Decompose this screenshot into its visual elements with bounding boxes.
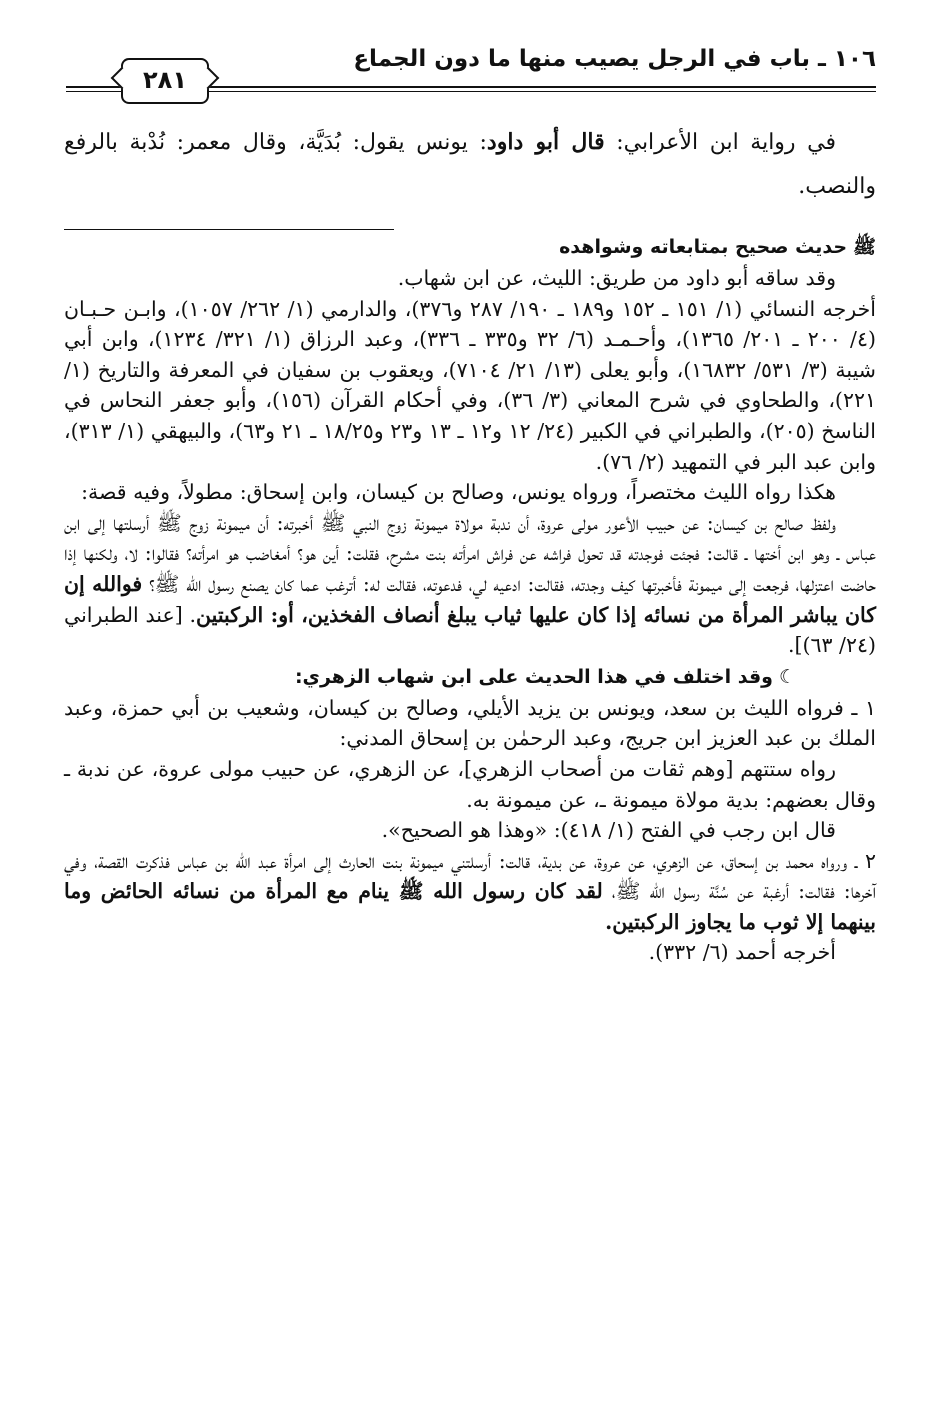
heading-text: وقد اختلف في هذا الحديث على ابن شهاب الزهري: bbox=[294, 665, 773, 688]
footnote-rule bbox=[64, 229, 394, 230]
heading-text: حديث صحيح بمتابعاته وشواهده bbox=[559, 236, 848, 258]
main-text bbox=[64, 120, 876, 968]
intro-text-1: في رواية ابن الأعرابي: bbox=[604, 130, 836, 155]
separator bbox=[64, 209, 876, 231]
section-marker-icon: ☾ bbox=[778, 665, 796, 688]
chapter-title: ١٠٦ ـ باب في الرجل يصيب منها ما دون الجماع bbox=[353, 46, 876, 72]
section-heading-disagreement bbox=[64, 661, 876, 693]
paragraph-text-tail: . [عند الطبراني (٢٤/ ٦٣)]. bbox=[64, 602, 876, 658]
list-item-text: ٢ ـ ورواه محمد بن إسحاق، عن الزهري، عن عروة، عن بدية، قالت: أرسلتني ميمونة بنت الحارث إلى امرأة عبد الله بن عباس فذكرت القصة، وفي آخرها: فقالت: أرغبة عن سُنَّة رسول الله ﷺ، bbox=[64, 848, 876, 904]
paragraph bbox=[64, 508, 876, 661]
list-item bbox=[64, 846, 876, 938]
paragraph: أخرجه أحمد (٦/ ٣٣٢). bbox=[648, 940, 836, 965]
paragraph: أخرجه النسائي (١/ ١٥١ ـ ١٥٢ و١٨٩ ـ ١٩٠/ ٢٨٧ و٣٧٦)، والدارمي (١/ ٢٦٢/ ١٠٥٧)، وابـن حـبـان (٤/ ٢٠٠ ـ ٢٠١/ ١٣٦٥)، وأحـمـد (٦/ ٣٢ و٣٣٥ ـ ٣٣٦)، وعبد الرزاق (١/ ٣٢١/ ١٢٣٤)، وابن أبي شيبة (٣/ ٥٣١/ ١٦٨٣٢)، وأبو يعلى (١٣/ ٢١/ ٧١٠٤)، ويعقوب بن سفيان في المعرفة والتاريخ (١/ ٢٢١)، والطحاوي في شرح المعاني (٣/ ٣٦)، وفي أحكام القرآن (١٥٦)، وأبو جعفر النحاس في الناسخ (٢٠٥)، والطبراني في الكبير (٢٤/ ١٢ و١٢ ـ ١٣ و٢٣ و١٨/٢٥ ـ ٢١ و٦٣)، والبيهقي (١/ ٣١٣)، وابن عبد البر في التمهيد (٢/ ٧٦). bbox=[64, 296, 876, 474]
intro-text-2: : يونس يقول: بُدَيَّة، وقال معمر: نُدْبة بالرفع والنصب. bbox=[64, 130, 876, 199]
section-marker-icon: ﷺ bbox=[853, 236, 876, 258]
paragraph: رواه ستتهم [وهم ثقات من أصحاب الزهري]، عن الزهري، عن حبيب مولى عروة، عن ندبة ـ وقال بعضهم: بدية مولاة ميمونة ـ، عن ميمونة به. bbox=[64, 756, 876, 812]
paragraph: وقد ساقه أبو داود من طريق: الليث، عن ابن شهاب. bbox=[397, 266, 836, 290]
paragraph-text: ولفظ صالح بن كيسان: عن حبيب الأعور مولى عروة، أن ندبة مولاة ميمونة زوج النبي ﷺ أخبرته: أن ميمونة زوج ﷺ أرسلتها إلى ابن عباس ـ وهو ابن أختها ـ قالت: فجئت فوجدته قد تحول فراشه عن فراش امرأته بنت مشرح، فقلت: أين هو؟ أمغاضب هو امرأته؟ فقالوا: لا، ولكنها إذا حاضت اعتزلها، فرجعت إلى ميمونة فأخبرتها كيف وجدته، فقالت: ادعيه لي، فدعوته، فقالت له: أترغب عما كان يصنع رسول الله ﷺ؟ bbox=[64, 510, 877, 596]
section-heading-authenticity bbox=[64, 231, 876, 263]
page-number: ٢٨١ bbox=[121, 58, 209, 104]
paragraph: هكذا رواه الليث مختصراً، ورواه يونس، وصالح بن كيسان، وابن إسحاق: مطولاً، وفيه قصة: bbox=[81, 480, 836, 505]
quote-paragraph: قال ابن رجب في الفتح (١/ ٤١٨): «وهذا هو الصحيح». bbox=[381, 818, 836, 843]
paragraph-bold-text: فوالله إن كان يباشر المرأة من نسائه إذا كان عليها ثياب يبلغ أنصاف الفخذين، أو: الركبتين bbox=[64, 571, 877, 627]
running-header bbox=[66, 38, 876, 98]
intro-paragraph bbox=[64, 120, 876, 209]
list-item-bold-text: لقد كان رسول الله ﷺ ينام مع المرأة من نسائه الحائض وما بينهما إلا ثوب ما يجاوز الركبتين. bbox=[64, 879, 876, 934]
list-item: ١ ـ فرواه الليث بن سعد، ويونس بن يزيد الأيلي، وصالح بن كيسان، وشعيب بن أبي حمزة، وعبد الملك بن عبد العزيز ابن جريج، وعبد الرحمٰن بن إسحاق المدني: bbox=[64, 695, 876, 751]
intro-bold: قال أبو داود bbox=[486, 129, 605, 155]
